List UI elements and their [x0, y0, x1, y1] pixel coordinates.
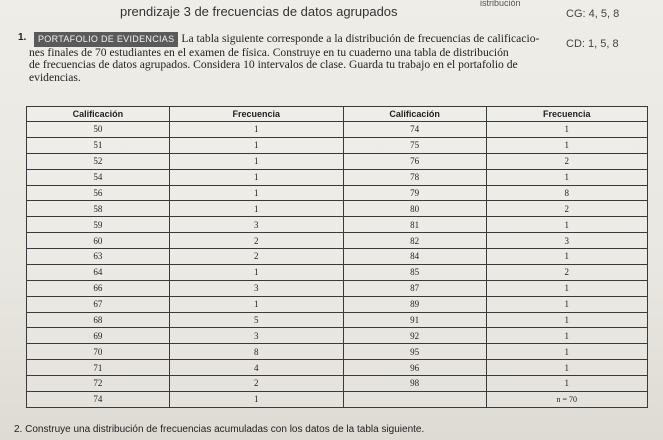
- table-row: [27, 169, 648, 185]
- table-row: [27, 249, 648, 265]
- left-frecuencia-cell: 1: [169, 169, 343, 185]
- total-n-cell: n = 70: [486, 391, 647, 407]
- right-calificacion-cell: 82: [343, 233, 486, 249]
- exercise-line-1-text: La tabla siguiente corresponde a la distribución de frecuencias de calificacio-: [181, 32, 540, 45]
- right-frecuencia-cell: 1: [486, 360, 647, 376]
- right-calificacion-cell: 85: [343, 264, 486, 280]
- table-row: [27, 233, 648, 249]
- left-frecuencia-cell: 3: [169, 280, 343, 296]
- table-header-row: [27, 107, 648, 122]
- left-calificacion-cell: 68: [27, 312, 170, 328]
- left-calificacion-cell: 64: [27, 264, 170, 280]
- left-frecuencia-cell: 1: [169, 296, 343, 312]
- exercise-line-1: [18, 32, 650, 47]
- exercise-prompt: [18, 32, 650, 84]
- right-calificacion-cell: 92: [343, 328, 486, 344]
- right-frecuencia-cell: 2: [486, 153, 647, 169]
- page-header-title: prendizaje 3 de frecuencias de datos agrupados: [120, 4, 398, 19]
- right-calificacion-cell: 89: [343, 296, 486, 312]
- table-row: [27, 122, 648, 138]
- table-row: [27, 185, 648, 201]
- left-frecuencia-cell: 5: [169, 312, 343, 328]
- table-row: [27, 296, 648, 312]
- table-row: [27, 201, 648, 217]
- left-frecuencia-cell: 2: [169, 376, 343, 392]
- left-calificacion-cell: 50: [27, 122, 170, 138]
- right-frecuencia-cell: 1: [486, 312, 647, 328]
- left-frecuencia-cell: 2: [169, 233, 343, 249]
- left-frecuencia-cell: 1: [169, 264, 343, 280]
- page-header: [0, 0, 663, 24]
- right-calificacion-cell: 87: [343, 280, 486, 296]
- left-calificacion-cell: 66: [27, 280, 170, 296]
- table-row: [27, 360, 648, 376]
- left-frecuencia-cell: 2: [169, 249, 343, 265]
- table-row: [27, 280, 648, 296]
- right-calificacion-cell: 81: [343, 217, 486, 233]
- right-calificacion-cell: 80: [343, 201, 486, 217]
- right-calificacion-cell: 76: [343, 153, 486, 169]
- right-frecuencia-cell: 1: [486, 296, 647, 312]
- right-calificacion-cell: 75: [343, 137, 486, 153]
- right-calificacion-cell: 78: [343, 169, 486, 185]
- left-calificacion-cell: 69: [27, 328, 170, 344]
- frequency-table-wrapper: [26, 106, 648, 408]
- table-row: [27, 328, 648, 344]
- right-frecuencia-cell: 1: [486, 376, 647, 392]
- frequency-table: [26, 106, 648, 408]
- left-calificacion-cell: 58: [27, 201, 170, 217]
- left-calificacion-cell: 71: [27, 360, 170, 376]
- exercise-line-3: de frecuencias de datos agrupados. Considera 10 intervalos de clase. Guarda tu trabajo en el portafolio de: [29, 58, 518, 71]
- left-calificacion-cell: 54: [27, 169, 170, 185]
- right-frecuencia-cell: 2: [486, 201, 647, 217]
- left-calificacion-cell: 51: [27, 137, 170, 153]
- left-frecuencia-cell: 3: [169, 328, 343, 344]
- exercise-number: 1.: [18, 32, 27, 43]
- right-calificacion-cell: 74: [343, 122, 486, 138]
- table-row: [27, 376, 648, 392]
- next-exercise-text: 2. Construye una distribución de frecuencias acumuladas con los datos de la tabla siguiente.: [14, 424, 425, 435]
- left-calificacion-cell: 63: [27, 249, 170, 265]
- left-frecuencia-cell: 8: [169, 344, 343, 360]
- right-frecuencia-cell: 3: [486, 233, 647, 249]
- page-header-corner-word: istribución: [480, 0, 521, 8]
- table-row: [27, 264, 648, 280]
- right-frecuencia-cell: 1: [486, 122, 647, 138]
- table-row: [27, 153, 648, 169]
- right-frecuencia-cell: 1: [486, 169, 647, 185]
- right-frecuencia-cell: 1: [486, 344, 647, 360]
- left-frecuencia-cell: 1: [169, 153, 343, 169]
- right-calificacion-cell: [343, 391, 486, 407]
- right-calificacion-cell: 96: [343, 360, 486, 376]
- table-row: [27, 391, 648, 407]
- left-frecuencia-cell: 1: [169, 122, 343, 138]
- header-frecuencia-right: Frecuencia: [486, 107, 647, 122]
- left-calificacion-cell: 72: [27, 376, 170, 392]
- left-frecuencia-cell: 1: [169, 137, 343, 153]
- left-calificacion-cell: 52: [27, 153, 170, 169]
- left-calificacion-cell: 56: [27, 185, 170, 201]
- right-frecuencia-cell: 8: [486, 185, 647, 201]
- exercise-line-2: nes finales de 70 estudiantes en el examen de física. Construye en tu cuaderno una tabla de distribución: [29, 45, 509, 59]
- right-calificacion-cell: 98: [343, 376, 486, 392]
- right-frecuencia-cell: 1: [486, 249, 647, 265]
- exercise-line-4: evidencias.: [29, 70, 81, 84]
- right-calificacion-cell: 95: [343, 344, 486, 360]
- right-calificacion-cell: 84: [343, 249, 486, 265]
- header-calificacion-right: Calificación: [343, 107, 486, 122]
- header-frecuencia-left: Frecuencia: [169, 107, 343, 122]
- left-calificacion-cell: 59: [27, 217, 170, 233]
- right-frecuencia-cell: 1: [486, 280, 647, 296]
- right-calificacion-cell: 91: [343, 312, 486, 328]
- left-frecuencia-cell: 1: [169, 391, 343, 407]
- table-row: [27, 312, 648, 328]
- right-frecuencia-cell: 1: [486, 328, 647, 344]
- cg-label: CG: 4, 5, 8: [566, 8, 620, 20]
- header-calificacion-left: Calificación: [27, 107, 170, 122]
- left-calificacion-cell: 60: [27, 233, 170, 249]
- portfolio-badge: PORTAFOLIO DE EVIDENCIAS: [34, 32, 178, 47]
- left-calificacion-cell: 70: [27, 344, 170, 360]
- table-row: [27, 217, 648, 233]
- left-frecuencia-cell: 4: [169, 360, 343, 376]
- right-frecuencia-cell: 2: [486, 264, 647, 280]
- left-calificacion-cell: 67: [27, 296, 170, 312]
- table-body: [27, 122, 648, 408]
- right-frecuencia-cell: 1: [486, 217, 647, 233]
- left-calificacion-cell: 74: [27, 391, 170, 407]
- table-row: [27, 137, 648, 153]
- left-frecuencia-cell: 1: [169, 201, 343, 217]
- right-calificacion-cell: 79: [343, 185, 486, 201]
- left-frecuencia-cell: 3: [169, 217, 343, 233]
- left-frecuencia-cell: 1: [169, 185, 343, 201]
- table-row: [27, 344, 648, 360]
- cd-label: CD: 1, 5, 8: [566, 38, 619, 50]
- right-frecuencia-cell: 1: [486, 137, 647, 153]
